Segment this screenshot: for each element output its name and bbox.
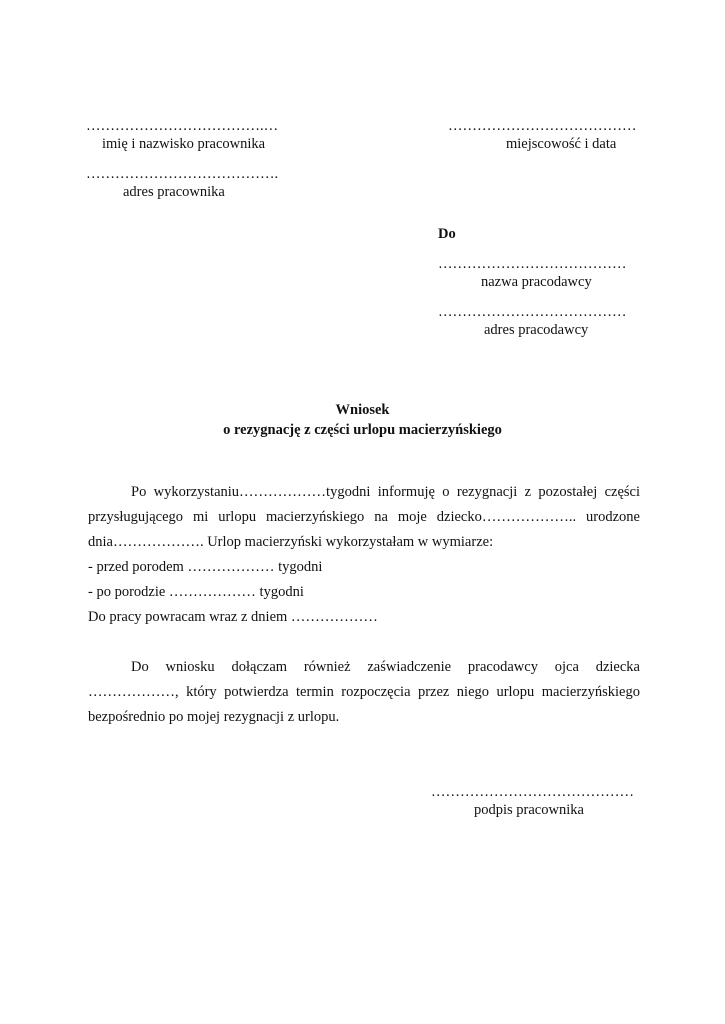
p2-line-3: bezpośrednio po mojej rezygnacji z urlopu. [88, 709, 340, 725]
place-date-dots: ………………………………… [448, 118, 637, 134]
p1-line-4: - przed porodem ……………… tygodni [88, 559, 323, 575]
employee-name-dots: ……………………………….… [86, 118, 279, 134]
p1-line-2: przysługującego mi urlopu macierzyńskiego na moje dziecko……………….. urodzone [88, 509, 640, 525]
paragraph-2 [88, 655, 640, 730]
employee-address-label: adres pracownika [123, 184, 225, 200]
employee-name-label: imię i nazwisko pracownika [102, 136, 266, 152]
p1-line-6: Do pracy powracam wraz z dniem ……………… [88, 609, 378, 625]
document-subtitle: o rezygnację z części urlopu macierzyńskiego [223, 422, 502, 438]
signature-label: podpis pracownika [474, 802, 584, 818]
employer-address-dots: ………………………………… [438, 304, 627, 320]
p1-line-1: Po wykorzystaniu………………tygodni informuję o rezygnacji z pozostałej części [131, 484, 640, 500]
paragraph-1 [88, 480, 640, 630]
employee-address-dots: …………………………………. [86, 166, 279, 182]
p1-line-5: - po porodzie ……………… tygodni [88, 584, 304, 600]
employer-name-dots: ………………………………… [438, 256, 627, 272]
place-date-label: miejscowość i data [506, 136, 617, 152]
document-title: Wniosek [335, 402, 390, 418]
p2-line-2: ………………, który potwierdza termin rozpoczęcia przez niego urlopu macierzyńskiego [88, 684, 640, 700]
employer-name-label: nazwa pracodawcy [481, 274, 592, 290]
p1-line-3: dnia………………. Urlop macierzyński wykorzystałam w wymiarze: [88, 534, 494, 550]
addressee-to-label: Do [438, 226, 456, 242]
signature-dots: …………………………………… [431, 784, 634, 800]
employer-address-label: adres pracodawcy [484, 322, 589, 338]
p2-line-1: Do wniosku dołączam również zaświadczenie pracodawcy ojca dziecka [131, 659, 640, 675]
